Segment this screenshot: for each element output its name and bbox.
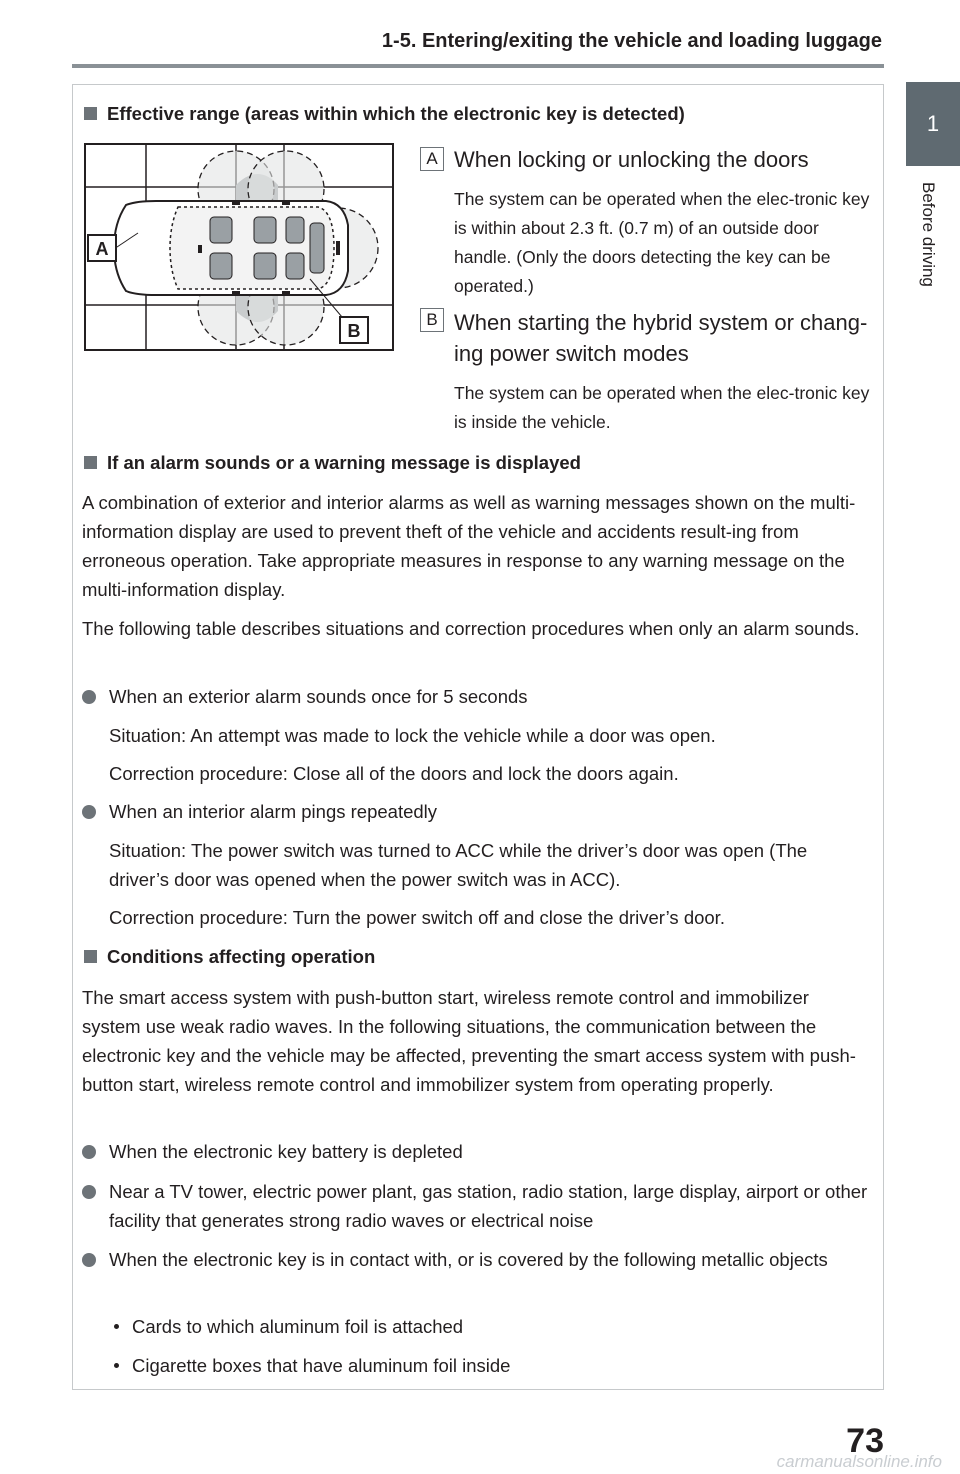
diagram-label-a: A bbox=[95, 239, 109, 259]
item-title-a: When locking or unlocking the doors bbox=[454, 147, 809, 172]
alarm-intro-paragraph: A combination of exterior and interior alarms as well as warning messages shown on the multi-information display are used to prevent theft of the vehicle and accidents result-ing from erroneous operation. Take appropriate measures in response to any warning message on the multi-information display. bbox=[82, 492, 856, 600]
chapter-tab[interactable]: 1 bbox=[906, 82, 960, 166]
bullet-dot-icon bbox=[82, 805, 96, 819]
bullet-dot-icon bbox=[82, 1185, 96, 1199]
page-header-title: 1-5. Entering/exiting the vehicle and loading luggage bbox=[381, 30, 882, 52]
item-title-b: When starting the hybrid system or chang-ing power switch modes bbox=[454, 310, 868, 366]
list-item: When an exterior alarm sounds once for 5 seconds bbox=[82, 682, 872, 711]
sub-bullet-dot-icon bbox=[114, 1324, 119, 1329]
conditions-paragraph: The smart access system with push-button start, wireless remote control and immobilizer system use weak radio waves. In the following situations, the communication between the electronic key and the vehicle may be affected, preventing the smart access system with push-button start, wireless remote control and immobilizer system from operating properly. bbox=[82, 987, 856, 1095]
section-heading-alarm: If an alarm sounds or a warning message is displayed bbox=[84, 452, 581, 474]
section-square-icon bbox=[84, 950, 97, 963]
list-item: Near a TV tower, electric power plant, gas station, radio station, large display, airport or other facility that generates strong radio waves or electrical noise bbox=[82, 1177, 872, 1235]
sub-list-item: Cards to which aluminum foil is attached bbox=[114, 1312, 854, 1341]
sub-list-item: Cigarette boxes that have aluminum foil inside bbox=[114, 1351, 854, 1380]
situation-text: Situation: The power switch was turned to ACC while the driver’s door was open (The driver’s door was opened when the power switch was in ACC). bbox=[109, 840, 808, 890]
list-item: When the electronic key battery is depleted bbox=[82, 1137, 872, 1166]
item-letter-b: B bbox=[420, 308, 444, 332]
bullet-dot-icon bbox=[82, 1145, 96, 1159]
bullet-dot-icon bbox=[82, 690, 96, 704]
bullet-dot-icon bbox=[82, 1253, 96, 1267]
page-number: 73 bbox=[846, 1422, 884, 1460]
alarm-table-paragraph: The following table describes situations and correction procedures when only an alarm sounds. bbox=[82, 618, 860, 639]
section-heading-conditions: Conditions affecting operation bbox=[84, 946, 375, 968]
chapter-tab-label: Before driving bbox=[919, 182, 938, 287]
vehicle-top-view-illustration bbox=[86, 145, 392, 349]
item-desc-b: The system can be operated when the elec-tronic key is inside the vehicle. bbox=[454, 383, 870, 432]
section-heading-effective-range: Effective range (areas within which the electronic key is detected) bbox=[84, 103, 685, 125]
list-item: When the electronic key is in contact with, or is covered by the following metallic objects bbox=[82, 1245, 872, 1274]
item-letter-a: A bbox=[420, 147, 444, 171]
item-desc-a: The system can be operated when the elec-tronic key is within about 2.3 ft. (0.7 m) of an outside door handle. (Only the doors detecting the key can be operated.) bbox=[454, 189, 870, 296]
section-square-icon bbox=[84, 456, 97, 469]
situation-text: Situation: An attempt was made to lock the vehicle while a door was open. bbox=[109, 725, 716, 746]
correction-text: Correction procedure: Turn the power switch off and close the driver’s door. bbox=[109, 907, 725, 928]
header-divider bbox=[72, 64, 884, 68]
section-square-icon bbox=[84, 107, 97, 120]
sub-bullet-dot-icon bbox=[114, 1363, 119, 1368]
list-item: When an interior alarm pings repeatedly bbox=[82, 797, 872, 826]
watermark: carmanualsonline.info bbox=[776, 1452, 942, 1471]
correction-text: Correction procedure: Close all of the doors and lock the doors again. bbox=[109, 763, 679, 784]
detection-range-diagram bbox=[84, 143, 394, 351]
diagram-label-b: B bbox=[347, 321, 361, 341]
